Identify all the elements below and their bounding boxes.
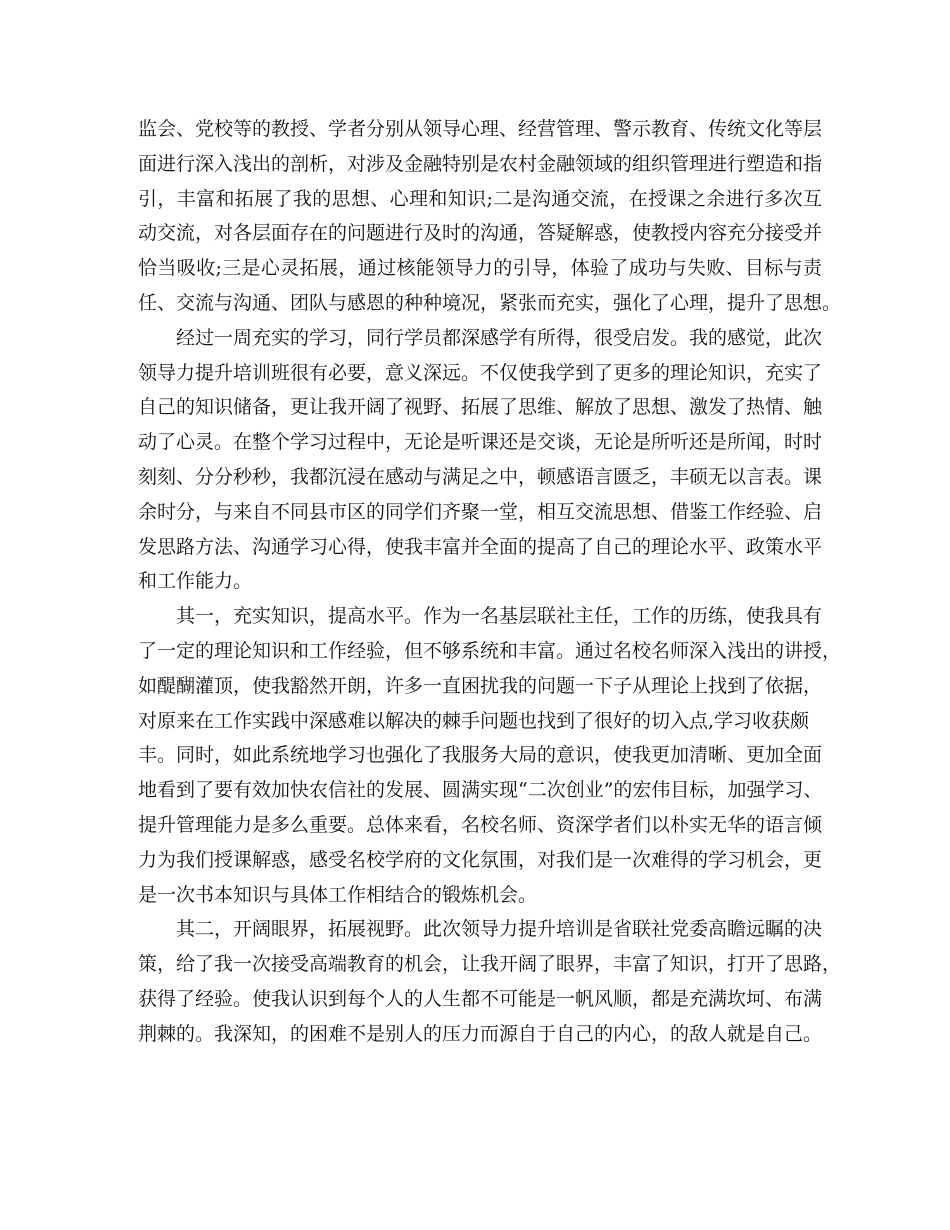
text-line: 引，丰富和拓展了我的思想、心理和知识;二是沟通交流，在授课之余进行多次互	[138, 187, 822, 210]
paragraph-first-line: 其一，充实知识，提高水平。作为一名基层联社主任，工作的历练，使我具有	[176, 605, 823, 628]
text-line: 荆棘的。我深知，的困难不是别人的压力而源自于自己的内心，的敌人就是自己。	[138, 1022, 823, 1045]
text-line: 提升管理能力是多么重要。总体来看，名校名师、资深学者们以朴实无华的语言倾	[138, 813, 823, 836]
text-line: 和工作能力。	[138, 570, 253, 593]
text-line: 恰当吸收;三是心灵拓展，通过核能领导力的引导，体验了成功与失败、目标与责	[138, 257, 822, 280]
text-line: 面进行深入浅出的剖析，对涉及金融特别是农村金融领域的组织管理进行塑造和指	[138, 152, 823, 175]
text-line: 领导力提升培训班很有必要，意义深远。不仅使我学到了更多的理论知识，充实了	[138, 361, 823, 384]
text-line: 策，给了我一次接受高端教育的机会，让我开阔了眼界，丰富了知识，打开了思路，	[138, 953, 842, 976]
text-line: 了一定的理论知识和工作经验，但不够系统和丰富。通过名校名师深入浅出的讲授，	[138, 639, 842, 662]
text-line: 余时分，与来自不同县市区的同学们齐聚一堂，相互交流思想、借鉴工作经验、启	[138, 500, 823, 523]
text-line: 对原来在工作实践中深感难以解决的棘手问题也找到了很好的切入点,学习收获颇	[138, 709, 810, 732]
text-line: 刻刻、分分秒秒，我都沉浸在感动与满足之中，顿感语言匮乏，丰硕无以言表。课	[138, 465, 823, 488]
text-line: 监会、党校等的教授、学者分别从领导心理、经营管理、警示教育、传统文化等层	[138, 118, 823, 140]
text-line: 自己的知识储备，更让我开阔了视野、拓展了思维、解放了思想、激发了热情、触	[138, 396, 823, 419]
paragraph-first-line: 其二，开阔眼界，拓展视野。此次领导力提升培训是省联社党委高瞻远瞩的决	[176, 918, 823, 941]
text-line: 是一次书本知识与具体工作相结合的锻炼机会。	[138, 883, 538, 906]
text-line: 动了心灵。在整个学习过程中，无论是听课还是交谈，无论是所听还是所闻，时时	[138, 431, 823, 454]
text-line: 发思路方法、沟通学习心得，使我丰富并全面的提高了自己的理论水平、政策水平	[138, 535, 823, 558]
body-text	[138, 112, 842, 1052]
text-line: 动交流，对各层面存在的问题进行及时的沟通，答疑解惑，使教授内容充分接受并	[138, 222, 823, 245]
text-line: 如醍醐灌顶，使我豁然开朗，许多一直困扰我的问题一下子从理论上找到了依据，	[138, 674, 823, 697]
text-line: 丰。同时，如此系统地学习也强化了我服务大局的意识，使我更加清晰、更加全面	[138, 744, 823, 767]
text-line: 力为我们授课解惑，感受名校学府的文化氛围，对我们是一次难得的学习机会，更	[138, 848, 823, 871]
text-line: 获得了经验。使我认识到每个人的人生都不可能是一帆风顺，都是充满坎坷、布满	[138, 987, 823, 1010]
text-line: 任、交流与沟通、团队与感恩的种种境况，紧张而充实，强化了心理，提升了思想。	[138, 291, 842, 314]
text-line: 地看到了要有效加快农信社的发展、圆满实现“二次创业”的宏伟目标，加强学习、	[138, 779, 823, 802]
paragraph-first-line: 经过一周充实的学习，同行学员都深感学有所得，很受启发。我的感觉，此次	[176, 326, 823, 349]
